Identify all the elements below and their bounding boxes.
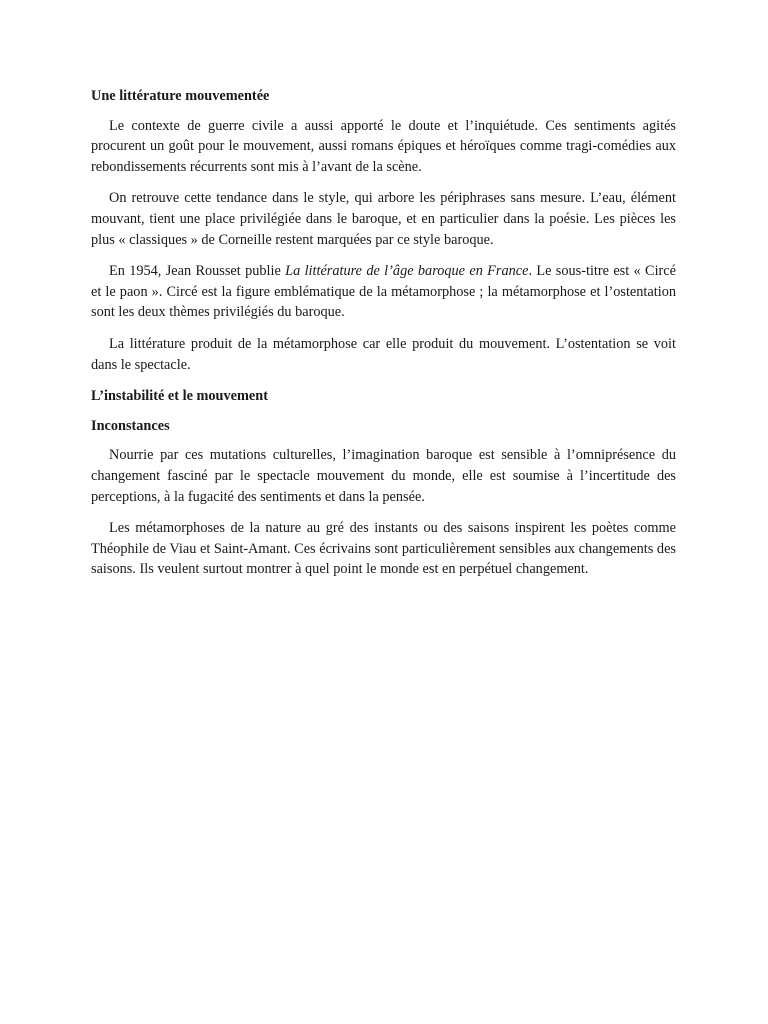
document-page (91, 86, 676, 580)
paragraph-jean-rousset-rest: . Le sous-titre est « Circé et le paon ». Circé est la figure emblématique de la métamorphose ; la métamorphose et l’ostentation sont les deux thèmes privilégiés du baroque. (91, 263, 676, 321)
paragraph-jean-rousset-intro: En 1954, Jean Rousset publie (109, 263, 286, 280)
paragraph-contexte-guerre: Le contexte de guerre civile a aussi apporté le doute et l’inquiétude. Ces sentiments agités procurent un goût pour le mouvement, aussi romans épiques et héroïques comme tragi-comédies aux rebondissements récurrents sont mis à l’avant de la scène. (91, 117, 676, 175)
section-heading-instabilite: L’instabilité et le mouvement (91, 388, 268, 405)
paragraph-metamorphose-mouvement: La littérature produit de la métamorphose car elle produit du mouvement. L’ostentation se voit dans le spectacle. (91, 335, 676, 373)
paragraph-tendance-style: On retrouve cette tendance dans le style, qui arbore les périphrases sans mesure. L’eau, élément mouvant, tient une place privilégiée dans le baroque, et en particulier dans la poésie. Les pièces les plus « classiques » de Corneille restent marquées par ce style baroque. (91, 190, 676, 248)
paragraph-jean-rousset (91, 261, 676, 323)
paragraph-metamorphoses-nature: Les métamorphoses de la nature au gré des instants ou des saisons inspirent les poètes comme Théophile de Viau et Saint-Amant. Ces écrivains sont particulièrement sensibles aux changements des saisons. Ils veulent surtout montrer à quel point le monde est en perpétuel changement. (91, 520, 676, 578)
section-heading-litterature-mouvementee: Une littérature mouvementée (91, 88, 270, 104)
subheading-inconstances: Inconstances (91, 417, 170, 434)
paragraph-imagination-baroque: Nourrie par ces mutations culturelles, l’imagination baroque est sensible à l’omniprésence du changement fasciné par le spectacle mouvement du monde, elle est soumise à l’incertitude des perceptions, à la fugacité des sentiments et dans la pensée. (91, 447, 676, 505)
book-title: La littérature de l’âge baroque en France (285, 263, 529, 280)
